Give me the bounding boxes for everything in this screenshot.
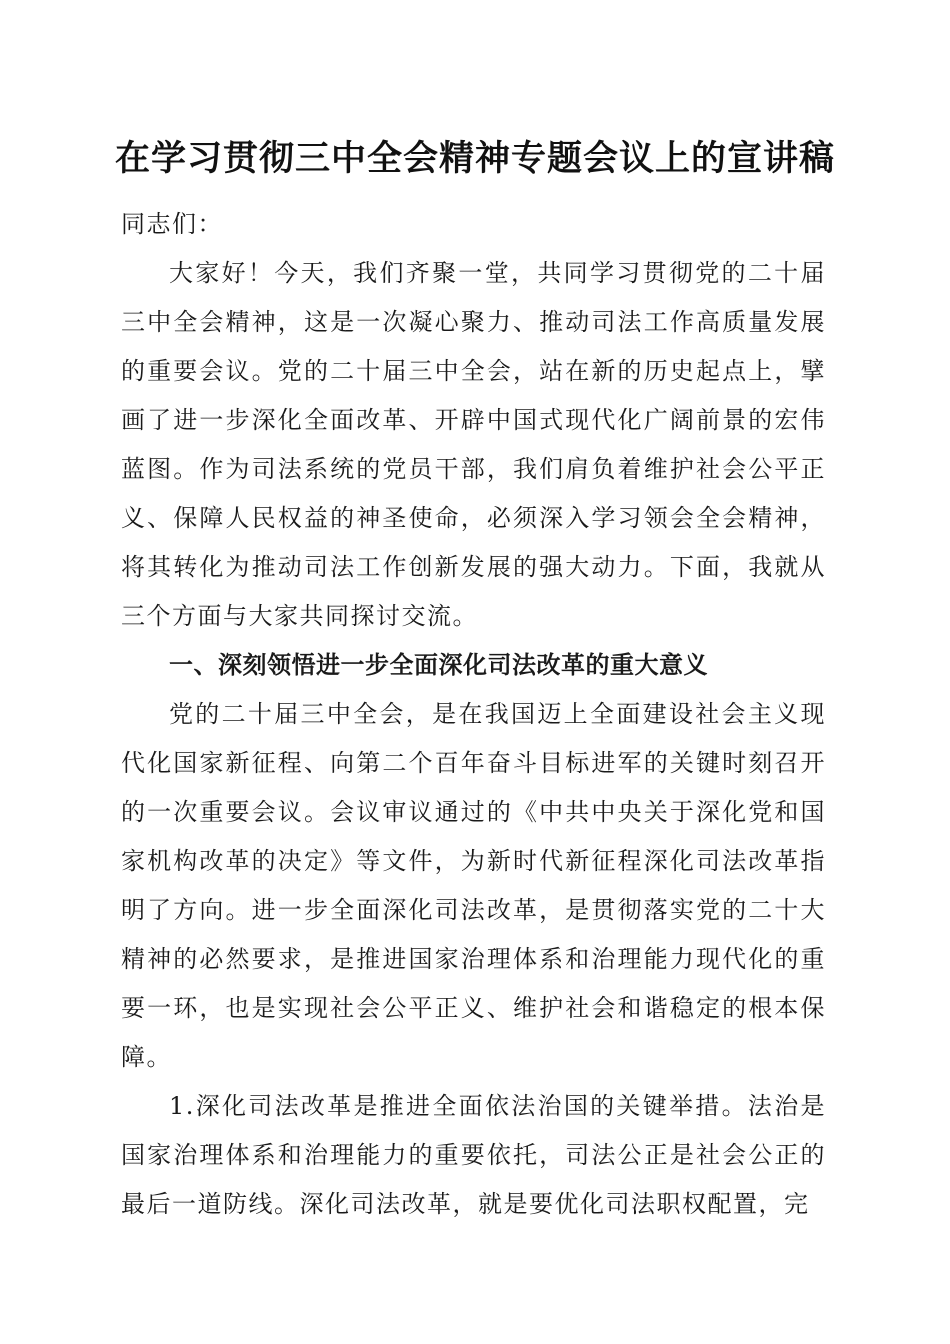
document-title: 在学习贯彻三中全会精神专题会议上的宣讲稿 <box>114 138 835 179</box>
greeting: 同志们： <box>121 210 223 238</box>
paragraph-section-1: 党的二十届三中全会，是在我国迈上全面建设社会主义现代化国家新征程、向第二个百年奋斗目标进军的关键时刻召开的一次重要会议。会议审议通过的《中共中央关于深化党和国家机构改革的决定》等文件，为新时代新征程深化司法改革指明了方向。进一步全面深化司法改革，是贯彻落实党的二十大精神的必然要求，是推进国家治理体系和治理能力现代化的重要一环，也是实现社会公平正义、维护社会和谐稳定的根本保障。 <box>121 700 826 1071</box>
document-body <box>121 200 826 1229</box>
section-heading-1: 一、深刻领悟进一步全面深化司法改革的重大意义 <box>169 651 708 679</box>
paragraph-intro: 大家好！今天，我们齐聚一堂，共同学习贯彻党的二十届三中全会精神，这是一次凝心聚力、推动司法工作高质量发展的重要会议。党的二十届三中全会，站在新的历史起点上，擘画了进一步深化全面改革、开辟中国式现代化广阔前景的宏伟蓝图。作为司法系统的党员干部，我们肩负着维护社会公平正义、保障人民权益的神圣使命，必须深入学习领会全会精神，将其转化为推动司法工作创新发展的强大动力。下面，我就从三个方面与大家共同探讨交流。 <box>121 259 826 630</box>
paragraph-point-1: 1.深化司法改革是推进全面依法治国的关键举措。法治是国家治理体系和治理能力的重要依托，司法公正是社会公正的最后一道防线。深化司法改革，就是要优化司法职权配置，完 <box>121 1092 826 1218</box>
